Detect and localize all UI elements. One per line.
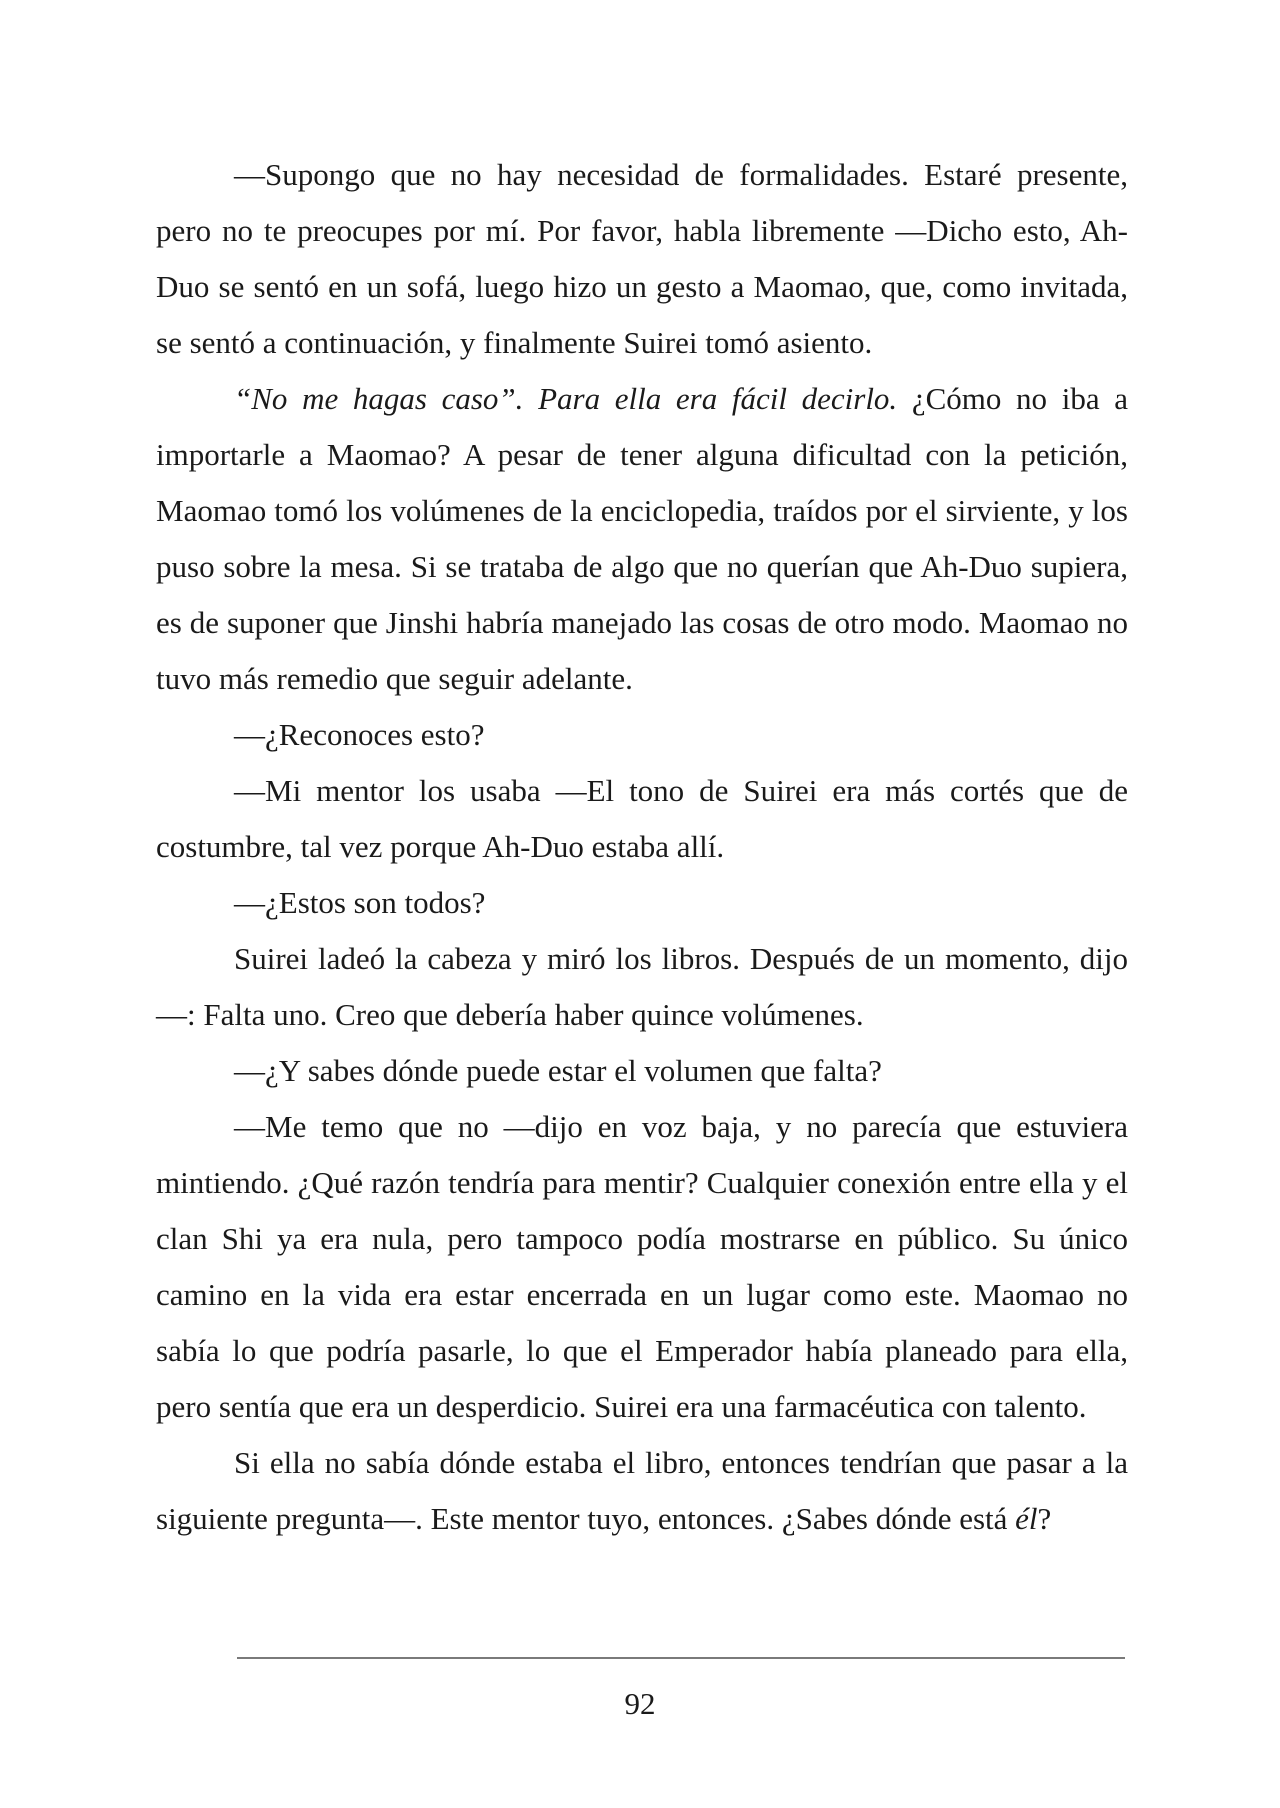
- paragraph-text: —Me temo que no —dijo en voz baja, y no parecía que estuviera mintiendo. ¿Qué razón tendría para mentir? Cualquier conexión entre ella y el clan Shi ya era nula, pero tampoco podía mostrarse en público. Su único camino en la vida era estar encerrada en un lugar como este. Maomao no sabía lo que podría pasarle, lo que el Emperador había planeado para ella, pero sentía que era un desperdicio. Suirei era una farmacéutica con talento.: [156, 1109, 1128, 1424]
- paragraph-text: Suirei ladeó la cabeza y miró los libros. Después de un momento, dijo—: Falta uno. Creo que debería haber quince volúmenes.: [156, 941, 1128, 1032]
- paragraph-text: —Supongo que no hay necesidad de formalidades. Estaré presente, pero no te preocupes por mí. Por favor, habla libremente —Dicho esto, Ah-Duo se sentó en un sofá, luego hizo un gesto a Maomao, que, como invitada, se sentó a continuación, y finalmente Suirei tomó asiento.: [156, 157, 1128, 360]
- paragraph-7: [156, 1043, 1128, 1099]
- dialogue-line: —¿Reconoces esto?: [234, 717, 485, 752]
- body-text: [156, 147, 1128, 1547]
- paragraph-9: [156, 1435, 1128, 1547]
- dialogue-line: —¿Estos son todos?: [234, 885, 486, 920]
- page-number: 92: [624, 1686, 656, 1721]
- italic-thought: “No me hagas caso”. Para ella era fácil decirlo.: [234, 381, 898, 416]
- paragraph-text: ?: [1037, 1501, 1052, 1536]
- paragraph-text: Si ella no sabía dónde estaba el libro, entonces tendrían que pasar a la siguiente pregunta—. Este mentor tuyo, entonces. ¿Sabes dónde está: [156, 1445, 1128, 1536]
- footer-divider: [237, 1657, 1125, 1659]
- paragraph-4: [156, 763, 1128, 875]
- dialogue-line: —¿Y sabes dónde puede estar el volumen que falta?: [234, 1053, 882, 1088]
- paragraph-2: [156, 371, 1128, 707]
- italic-word: él: [1015, 1501, 1038, 1536]
- paragraph-text: ¿Cómo no iba a importarle a Maomao? A pesar de tener alguna dificultad con la petición, Maomao tomó los volúmenes de la enciclopedia, traídos por el sirviente, y los puso sobre la mesa. Si se trataba de algo que no querían que Ah-Duo supiera, es de suponer que Jinshi habría manejado las cosas de otro modo. Maomao no tuvo más remedio que seguir adelante.: [156, 381, 1129, 696]
- paragraph-1: [156, 147, 1128, 371]
- paragraph-6: [156, 931, 1128, 1043]
- paragraph-5: [156, 875, 1128, 931]
- dialogue-line: —Mi mentor los usaba —El tono de Suirei era más cortés que de costumbre, tal vez porque Ah-Duo estaba allí.: [156, 773, 1128, 864]
- paragraph-8: [156, 1099, 1128, 1435]
- paragraph-3: [156, 707, 1128, 763]
